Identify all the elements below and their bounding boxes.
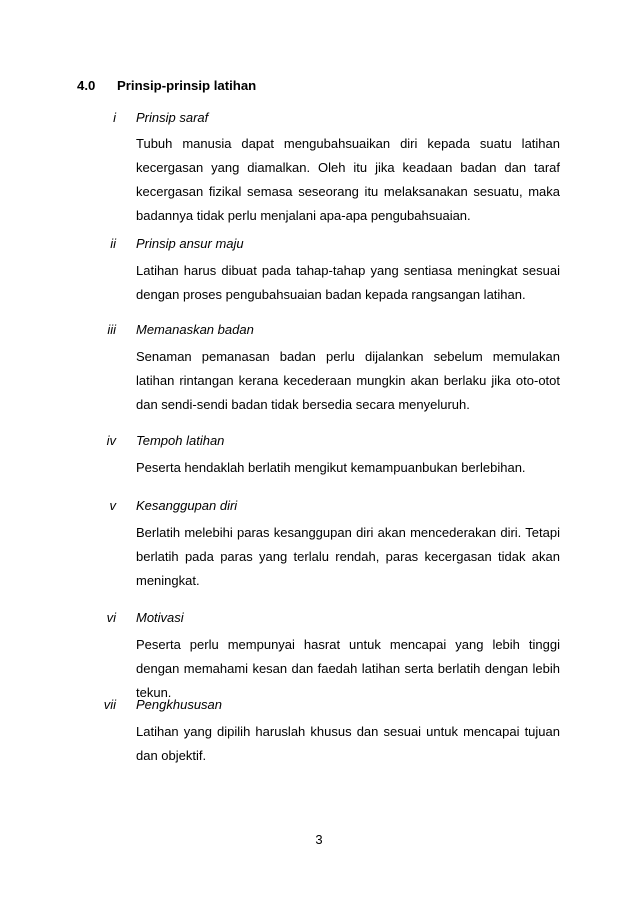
page-number: 3 — [315, 832, 323, 847]
principle-title: Memanaskan badan — [136, 322, 254, 337]
principle-body: Tubuh manusia dapat mengubahsuaikan diri kepada suatu latihan kecergasan yang diamalkan. Oleh itu jika keadaan badan dan taraf kecergasan fizikal semasa seseorang itu melaksanakan sesuatu, maka badannya tidak perlu menjalani apa-apa pengubahsuaian. — [136, 136, 560, 223]
principle-title: Kesanggupan diri — [136, 498, 238, 513]
roman-numeral: v — [109, 498, 116, 513]
roman-numeral: ii — [110, 236, 116, 251]
principle-title: Prinsip saraf — [136, 110, 209, 125]
principle-body: Senaman pemanasan badan perlu dijalankan sebelum memulakan latihan rintangan kerana kecederaan mungkin akan berlaku jika oto-otot dan sendi-sendi badan tidak bersedia secara menyeluruh. — [136, 349, 560, 412]
principle-body: Berlatih melebihi paras kesanggupan diri akan mencederakan diri. Tetapi berlatih pada paras yang terlalu rendah, paras kecergasan tidak akan meningkat. — [136, 525, 560, 588]
principle-body: Peserta perlu mempunyai hasrat untuk mencapai yang lebih tinggi dengan memahami kesan dan faedah latihan serta berlatih dengan lebih tekun. — [136, 637, 560, 700]
principle-title: Motivasi — [136, 610, 184, 625]
section-number: 4.0 — [77, 78, 96, 93]
principle-body: Latihan yang dipilih haruslah khusus dan sesuai untuk mencapai tujuan dan objektif. — [136, 724, 560, 763]
principle-body: Peserta hendaklah berlatih mengikut kemampuanbukan berlebihan. — [136, 460, 526, 475]
roman-numeral: iii — [107, 322, 116, 337]
principle-body: Latihan harus dibuat pada tahap-tahap yang sentiasa meningkat sesuai dengan proses pengubahsuaian badan kepada rangsangan latihan. — [136, 263, 560, 302]
roman-numeral: vii — [103, 697, 116, 712]
roman-numeral: i — [113, 110, 116, 125]
principle-title: Pengkhususan — [136, 697, 223, 712]
principle-title: Tempoh latihan — [136, 433, 225, 448]
roman-numeral: iv — [106, 433, 116, 448]
roman-numeral: vi — [106, 610, 116, 625]
section-title: Prinsip-prinsip latihan — [117, 78, 257, 93]
principle-title: Prinsip ansur maju — [136, 236, 244, 251]
